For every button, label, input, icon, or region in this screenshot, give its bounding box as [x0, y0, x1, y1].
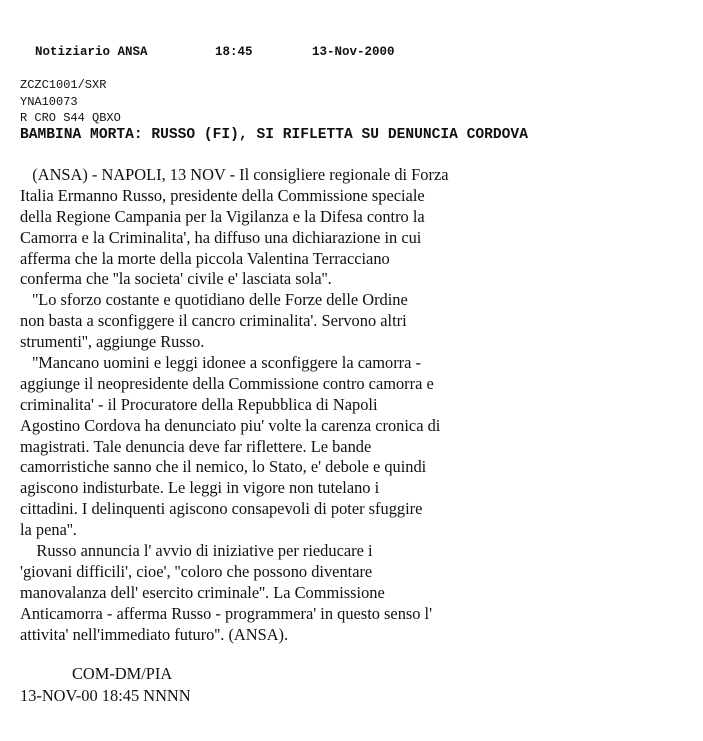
body-line: 'giovani difficili', cioe', ''coloro che possono diventare — [20, 561, 373, 581]
wire-source: Notiziario ANSA — [35, 45, 148, 59]
body-line: cittadini. I delinquenti agiscono consapevoli di poter sfuggire — [20, 499, 423, 519]
wire-time: 18:45 — [215, 45, 253, 59]
body-line: attivita' nell'immediato futuro''. (ANSA). — [20, 624, 289, 644]
transmission-code-line: ZCZC1001/SXR — [20, 78, 107, 92]
body-line: ''Lo sforzo costante e quotidiano delle Forze delle Ordine — [20, 290, 408, 310]
wire-header — [20, 31, 395, 59]
body-line: la pena''. — [20, 520, 77, 540]
article-signature — [20, 663, 191, 707]
wire-date: 13-Nov-2000 — [312, 45, 395, 59]
body-line: manovalanza dell' esercito criminale''. La Commissione — [20, 582, 385, 602]
article-headline: BAMBINA MORTA: RUSSO (FI), SI RIFLETTA SU DENUNCIA CORDOVA — [20, 127, 528, 143]
body-line: Camorra e la Criminalita', ha diffuso una dichiarazione in cui — [20, 227, 422, 247]
body-line: conferma che ''la societa' civile e' lasciata sola''. — [20, 269, 332, 289]
body-line: della Regione Campania per la Vigilanza e la Difesa contro la — [20, 206, 425, 226]
body-line: agiscono indisturbate. Le leggi in vigore non tutelano i — [20, 478, 380, 498]
body-line: ''Mancano uomini e leggi idonee a sconfiggere la camorra - — [20, 353, 421, 373]
body-line: Russo annuncia l' avvio di iniziative per rieducare i — [20, 541, 373, 561]
transmission-code-line: R CRO S44 QBXO — [20, 111, 121, 125]
article-body — [20, 165, 700, 645]
transmission-codes — [20, 77, 121, 127]
body-line: (ANSA) - NAPOLI, 13 NOV - Il consigliere regionale di Forza — [20, 165, 449, 184]
body-line: criminalita' - il Procuratore della Repubblica di Napoli — [20, 394, 378, 414]
body-line: strumenti'', aggiunge Russo. — [20, 332, 205, 352]
signature-code: COM-DM/PIA — [72, 664, 173, 683]
body-line: afferma che la morte della piccola Valentina Terracciano — [20, 248, 390, 268]
body-line: non basta a sconfiggere il cancro criminalita'. Servono altri — [20, 311, 407, 331]
body-line: Italia Ermanno Russo, presidente della Commissione speciale — [20, 185, 425, 205]
body-line: camorristiche sanno che il nemico, lo Stato, e' debole e quindi — [20, 457, 427, 477]
body-line: Anticamorra - afferma Russo - programmera' in questo senso l' — [20, 603, 433, 623]
transmission-code-line: YNA10073 — [20, 94, 78, 109]
body-line: magistrati. Tale denuncia deve far riflettere. Le bande — [20, 436, 372, 456]
body-line: Agostino Cordova ha denunciato piu' volte la carenza cronica di — [20, 415, 441, 435]
body-line: aggiunge il neopresidente della Commissione contro camorra e — [20, 373, 434, 393]
signature-footer: 13-NOV-00 18:45 NNNN — [20, 686, 191, 705]
